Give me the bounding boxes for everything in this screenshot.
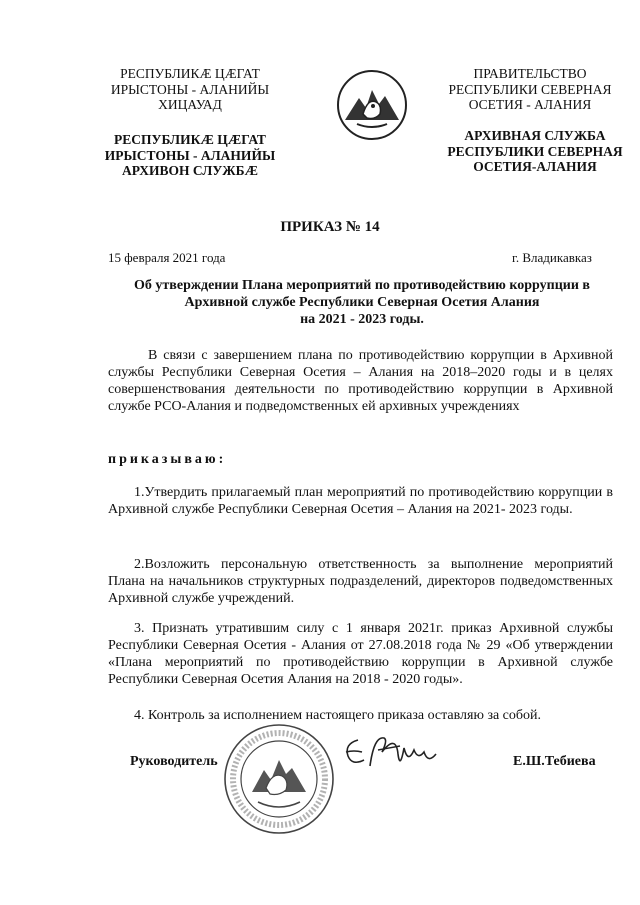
subject-line: Об утверждении Плана мероприятий по противодействию коррупции в [134,278,590,293]
header-left-government [90,66,290,113]
order-city: г. Владикавказ [512,250,592,265]
header-line: АРХИВОН СЛУЖБÆ [121,163,259,178]
order-item-2: 2.Возложить персональную ответственность за выполнение мероприятий Плана на начальников структурных подразделений, директоров подведомственных Архивной службе учреждений. [108,557,613,606]
decree-word: приказываю: [108,452,227,467]
coat-of-arms-icon [335,68,409,142]
order-item-4: 4. Контроль за исполнением настоящего приказа оставляю за собой. [134,708,542,723]
header-line: ИРЫСТОНЫ - АЛАНИЙЫ [110,81,270,97]
header-line: ОСЕТИЯ-АЛАНИЯ [473,159,597,174]
order-date: 15 февраля 2021 года [108,250,226,265]
order-title: ПРИКАЗ № 14 [280,219,380,235]
header-line: РЕСПУБЛИКÆ ЦÆГАТ [114,132,266,147]
subject-line: на 2021 - 2023 годы. [300,312,424,327]
order-item-1: 1.Утвердить прилагаемый план мероприятий по противодействию коррупции в Архивной службе Республики Северная Осетия – Алания на 2021- 2023 годы. [108,485,613,517]
signer-role: Руководитель [130,754,218,769]
order-item-3: 3. Признать утратившим силу с 1 января 2021г. приказ Архивной службы Республики Северная Осетия - Алания от 27.08.2018 года № 29 «Об утверждении «Плана мероприятий по противодействию коррупции в Архивной службе Республики Северная Осетия Алания на 2018 - 2020 годы». [108,621,613,687]
header-line: ИРЫСТОНЫ - АЛАНИЙЫ [104,147,276,163]
official-seal-icon [222,722,336,836]
header-right-archive [445,128,625,175]
order-subject [108,277,616,328]
header-line: РЕСПУБЛИКИ СЕВЕРНАЯ [448,81,612,97]
header-line: ОСЕТИЯ - АЛАНИЯ [468,97,592,112]
intro-paragraph: В связи с завершением плана по противодействию коррупции в Архивной службы Республики Северная Осетия – Алания на 2018–2020 годы и в целях совершенствования деятельности по противодействию коррупции в Архивной службе РСО-Алания и подведомственных ей архивных учреждениях [108,348,613,414]
subject-line: Архивной службе Республики Северная Осетия Алания [184,295,540,310]
signature-icon [340,730,450,780]
signer-name: Е.Ш.Тебиева [513,754,596,769]
header-line: ПРАВИТЕЛЬСТВО [473,66,587,81]
header-line: АРХИВНАЯ СЛУЖБА [464,128,606,143]
header-left-archive [90,132,290,179]
header-right-government [445,66,615,113]
header-line: РЕСПУБЛИКИ СЕВЕРНАЯ [447,143,623,159]
header-line: РЕСПУБЛИКÆ ЦÆГАТ [120,66,260,81]
header-line: ХИЦАУАД [158,97,222,112]
